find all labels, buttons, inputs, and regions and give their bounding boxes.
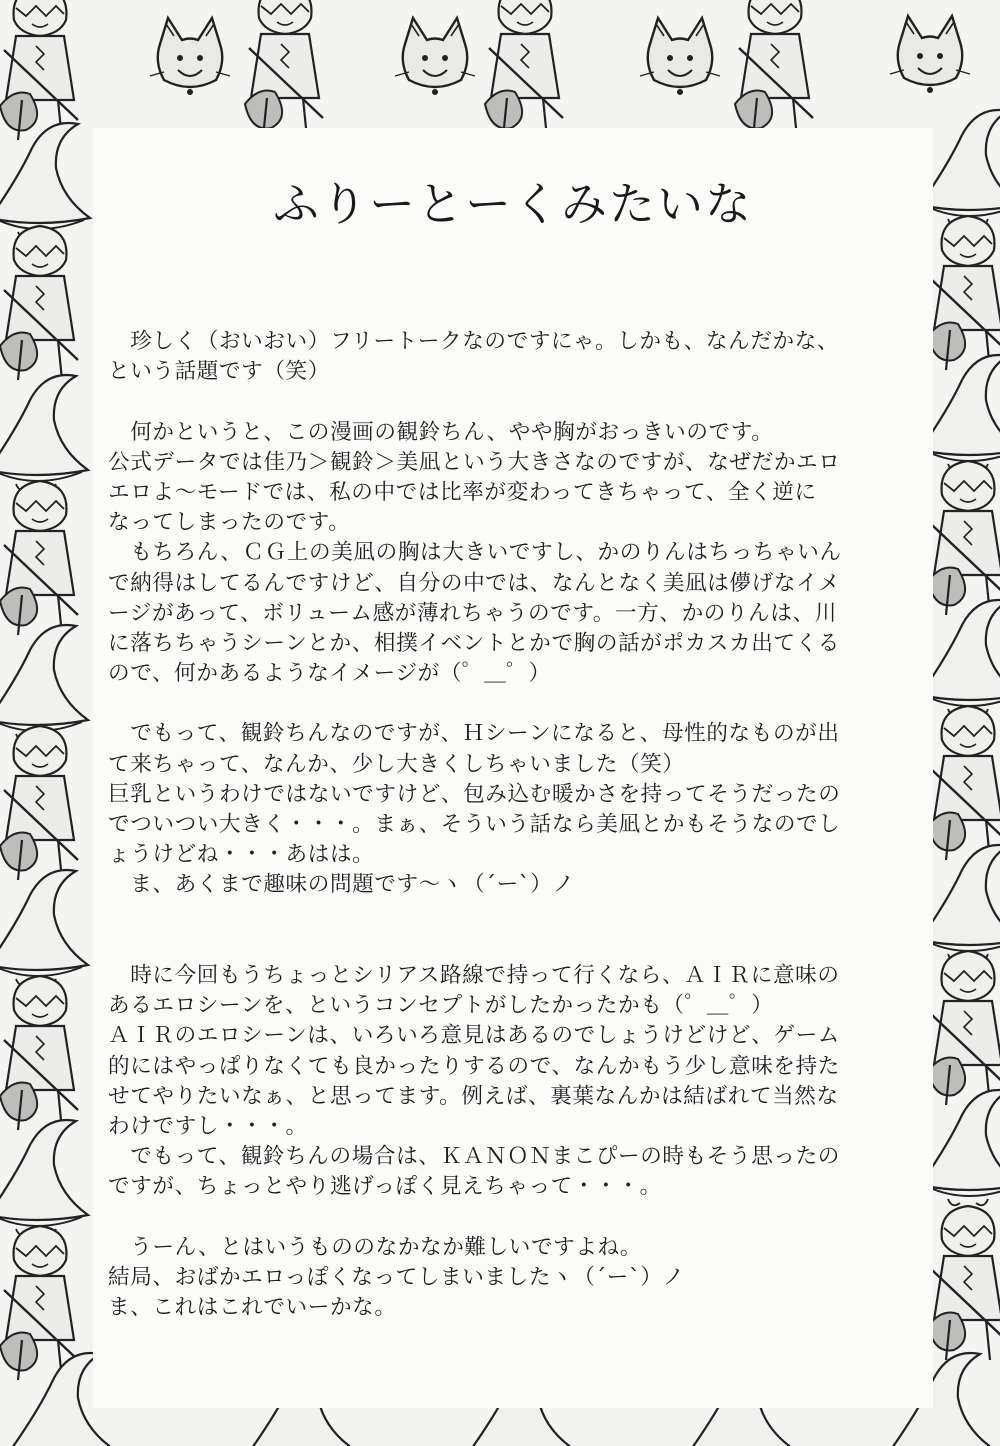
page-title: ふりーとーくみたいな xyxy=(273,177,753,231)
text-line: で納得はしてるんですけど、自分の中では、なんとなく美凪は儚げなイメ xyxy=(108,570,841,596)
text-line: て来ちゃって、なんか、少し大きくしちゃいました（笑） xyxy=(108,751,685,777)
text-line: うーん、とはいうもののなかなか難しいですよね。 xyxy=(108,1234,642,1260)
paragraph-2 xyxy=(108,418,908,690)
text-line: わけですし・・・。 xyxy=(108,1113,308,1139)
text-line: ま、あくまで趣味の問題です～ヽ（´ー`）ノ xyxy=(108,872,575,898)
free-talk-body xyxy=(108,327,908,1323)
top-border-row xyxy=(0,0,970,140)
paragraph-3 xyxy=(108,719,908,900)
text-line: せてやりたいなぁ、と思ってます。例えば、裏葉なんかは結ばれて当然な xyxy=(108,1083,839,1109)
text-line: なってしまったのです。 xyxy=(108,510,351,536)
text-line: でついつい大きく・・・。まぁ、そういう話なら美凪とかもそうなのでし xyxy=(108,812,841,837)
text-line: でもって、観鈴ちんなのですが、Ｈシーンになると、母性的なものが出 xyxy=(108,721,840,747)
text-line: 公式データでは佳乃＞観鈴＞美凪という大きさなのですが、なぜだかエロ xyxy=(108,449,841,475)
text-line: 的にはやっぱりなくても良かったりするので、なんかもう少し意味を持た xyxy=(108,1053,840,1079)
text-line: あるエロシーンを、というコンセプトがしたかったかも（゜＿゜） xyxy=(108,993,774,1019)
text-line: ですが、ちょっとやり逃げっぽく見えちゃって・・・。 xyxy=(108,1174,662,1200)
text-line: もちろん、ＣＧ上の美凪の胸は大きいですし、かのりんはちっちゃいん xyxy=(108,540,842,566)
left-border-column xyxy=(0,123,90,1380)
text-line: 何かというと、この漫画の観鈴ちん、やや胸がおっきいのです。 xyxy=(108,419,774,445)
text-line: 時に今回もうちょっとシリアス路線で持って行くなら、ＡＩＲに意味の xyxy=(108,962,840,988)
text-line: 珍しく（おいおい）フリートークなのですにゃ。しかも、なんだかな、 xyxy=(108,329,840,354)
text-line: ま、これはこれでいーかな。 xyxy=(108,1295,397,1321)
text-line: ので、何かあるようなイメージが（゜＿゜） xyxy=(108,661,551,687)
text-line: 結局、おばかエロっぽくなってしまいましたヽ（´ー`）ノ xyxy=(108,1264,685,1290)
text-line: に落ちちゃうシーンとか、相撲イベントとかで胸の話がポカスカ出てくる xyxy=(108,630,840,656)
paragraph-5 xyxy=(108,1233,908,1324)
text-line: ージがあって、ボリューム感が薄れちゃうのです。一方、かのりんは、川 xyxy=(108,600,837,626)
text-line: という話題です（笑） xyxy=(108,359,330,385)
text-line: エロよ～モードでは、私の中では比率が変わってきちゃって、全く逆に xyxy=(108,479,817,505)
text-line: 巨乳というわけではないですけど、包み込む暖かさを持ってそうだったの xyxy=(108,781,841,807)
paragraph-4 xyxy=(108,961,908,1203)
paragraph-1 xyxy=(108,327,908,387)
text-line: でもって、観鈴ちんの場合は、ＫＡＮＯＮまこぴーの時もそう思ったの xyxy=(108,1144,840,1170)
text-line: ょうけどね・・・あはは。 xyxy=(108,842,375,868)
text-line: ＡＩＲのエロシーンは、いろいろ意見はあるのでしょうけどけど、ゲーム xyxy=(108,1023,840,1049)
